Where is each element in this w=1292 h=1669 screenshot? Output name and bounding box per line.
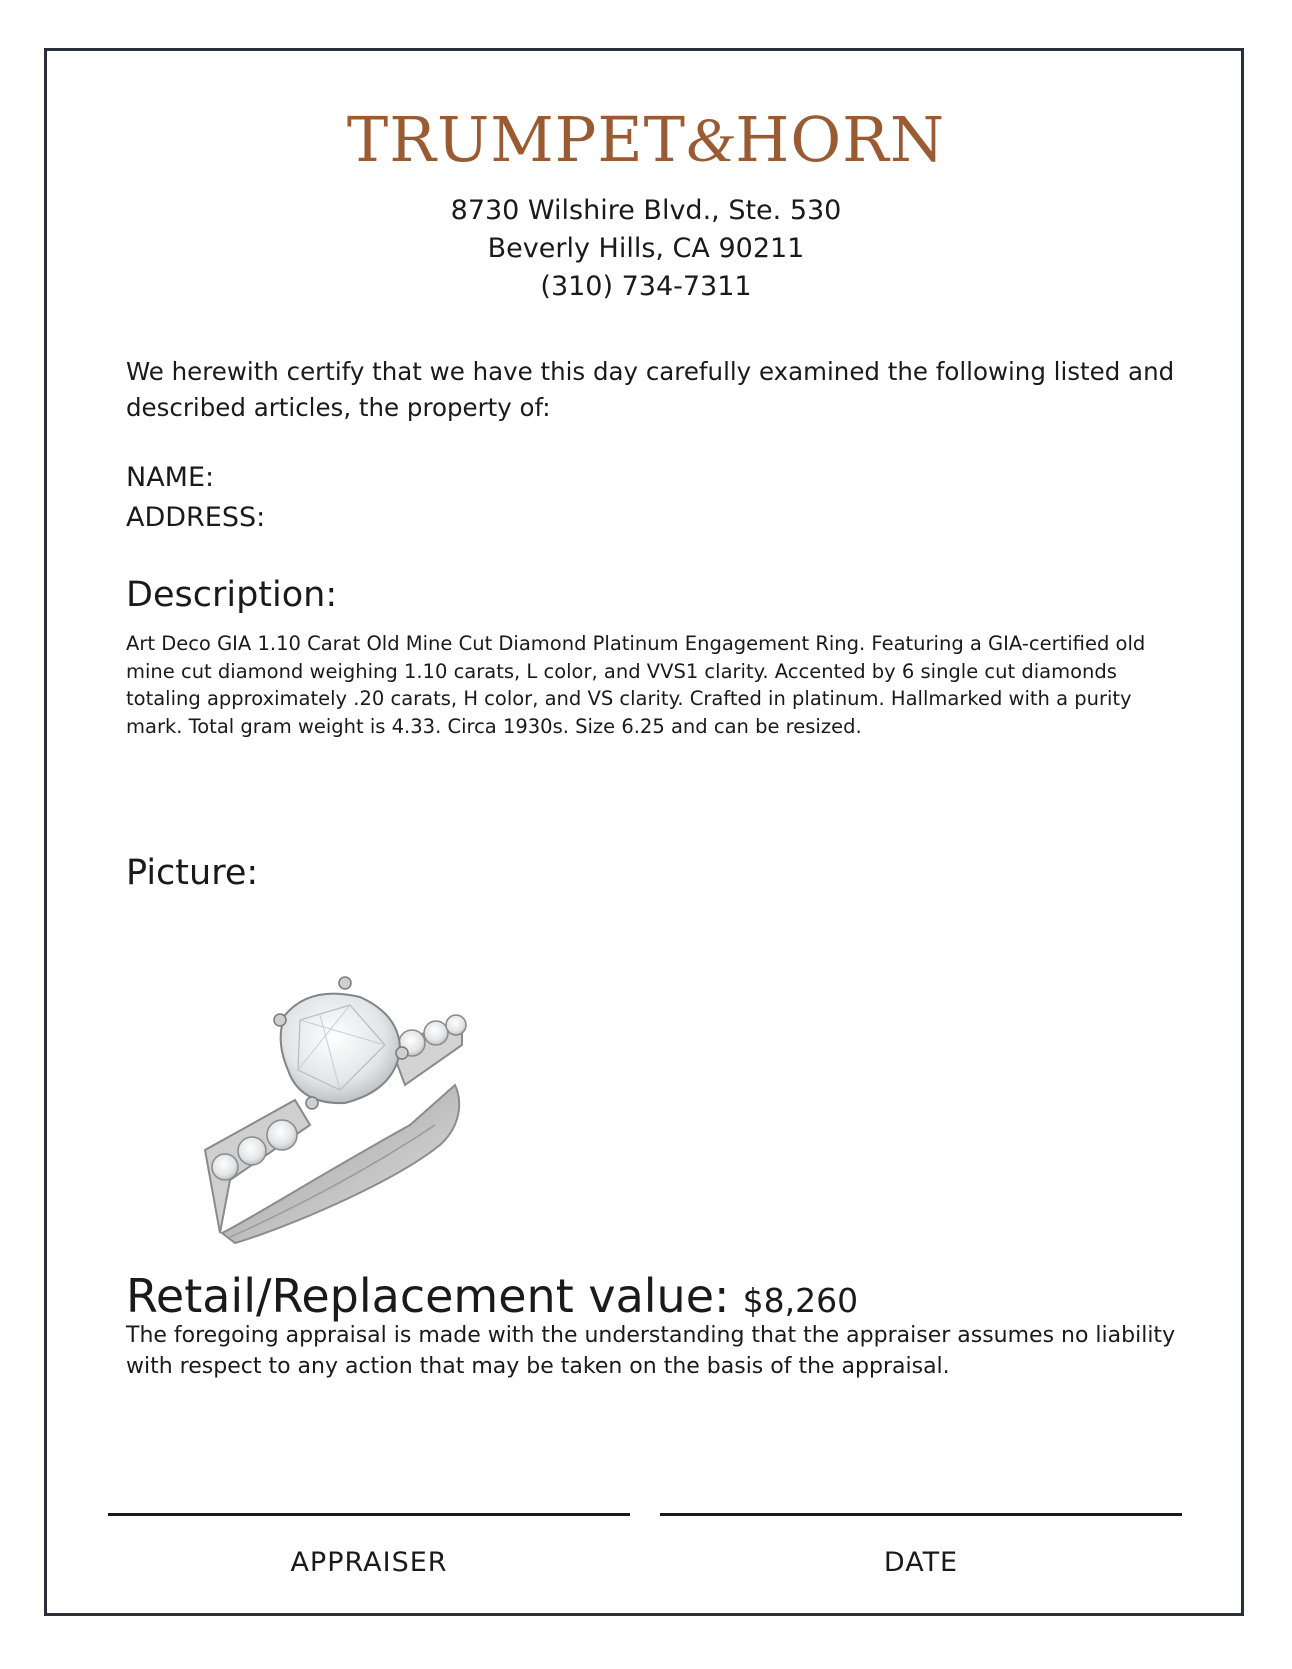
retail-value-amount: $8,260	[742, 1281, 859, 1320]
logo-ampersand: &	[686, 107, 736, 175]
retail-value-label: Retail/Replacement value:	[126, 1269, 730, 1323]
certification-statement: We herewith certify that we have this day carefully examined the following listed and described articles, the property of:	[126, 357, 1175, 422]
address-line-1: 8730 Wilshire Blvd., Ste. 530	[450, 195, 842, 226]
address-line-2: Beverly Hills, CA 90211	[487, 233, 805, 264]
disclaimer-text: The foregoing appraisal is made with the understanding that the appraiser assumes no liability with respect to any action that may be taken on the basis of the appraisal.	[126, 1323, 1176, 1379]
brand-logo	[0, 100, 1292, 181]
date-label: DATE	[883, 1547, 959, 1578]
phone-number: (310) 734-7311	[540, 271, 752, 302]
picture-heading: Picture:	[126, 853, 259, 893]
logo-part-1: TRUMPET	[346, 103, 687, 176]
name-label: NAME:	[126, 462, 215, 493]
appraiser-label: APPRAISER	[290, 1547, 448, 1578]
store-address	[0, 192, 1292, 306]
appraiser-signature-line	[108, 1513, 630, 1516]
date-signature-line	[660, 1513, 1182, 1516]
address-label: ADDRESS:	[126, 502, 266, 533]
description-text: Art Deco GIA 1.10 Carat Old Mine Cut Diamond Platinum Engagement Ring. Featuring a GIA-certified old mine cut diamond weighing 1.10 carats, L color, and VVS1 clarity. Accented by 6 single cut diamonds totaling approximately .20 carats, H color, and VS clarity. Crafted in platinum. Hallmarked with a purity mark. Total gram weight is 4.33. Circa 1930s. Size 6.25 and can be resized.	[126, 632, 1146, 738]
description-heading: Description:	[126, 575, 338, 615]
logo-part-2: HORN	[735, 103, 946, 176]
ring-image	[200, 975, 500, 1250]
